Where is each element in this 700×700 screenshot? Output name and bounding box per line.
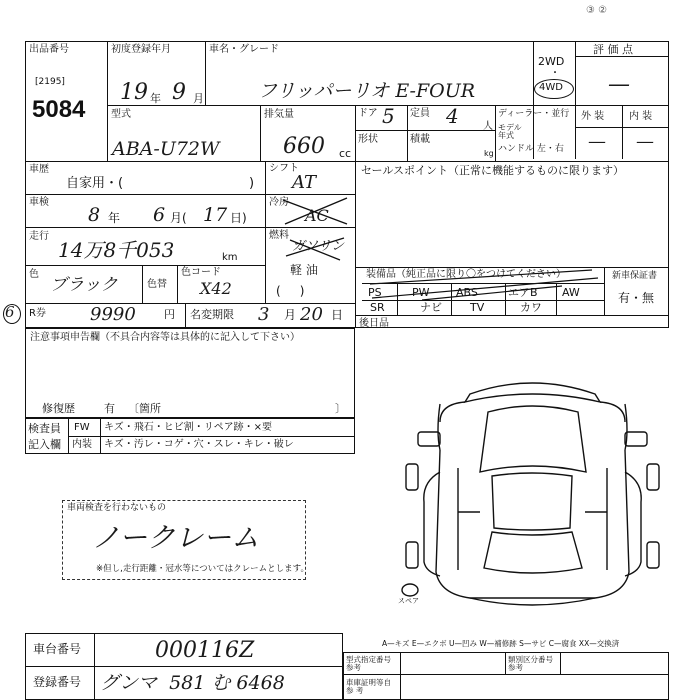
color-value: ブラック: [50, 275, 118, 295]
repair-paren: 〔箇所: [128, 402, 161, 415]
history-value: 自家用・(: [66, 176, 124, 191]
name-grade-label: 車名・グレード: [209, 44, 279, 55]
recycle-value: 9990: [90, 304, 136, 325]
equipment-item-3: エアB: [508, 286, 538, 299]
color-code-value: X42: [200, 279, 232, 298]
type-approval-label: 型式指定番号 参考: [346, 655, 391, 672]
displacement-unit: cc: [339, 147, 352, 160]
top-mark: ③ ②: [586, 5, 608, 16]
inspector-label-2: 記入欄: [28, 438, 61, 451]
new-car-warranty-value: 有・無: [618, 291, 655, 305]
delivery-label: 後日品: [359, 318, 389, 329]
drive-dot: ・: [550, 68, 560, 79]
door-value: 5: [382, 104, 395, 128]
transfer-day: 20: [300, 304, 323, 325]
spare-label: スペア: [398, 597, 419, 605]
inspection-day: 17: [203, 204, 228, 226]
inspector-label-1: 検査員: [28, 422, 61, 435]
model-year-label: モデル 年式: [498, 123, 522, 141]
transfer-month-unit: 月: [284, 308, 297, 322]
year-unit: 年: [150, 92, 161, 105]
inspection-month: 6: [153, 204, 166, 226]
fuel-label: 燃料: [269, 230, 289, 241]
inspection-label: 車検: [29, 197, 49, 208]
exterior-value: —: [588, 131, 606, 152]
fuel-paren: ( ): [276, 284, 305, 298]
first-reg-month: 9: [172, 80, 186, 105]
equipment-item-1: PW: [412, 286, 430, 299]
interior-note-text: キズ・汚レ・コゲ・穴・スレ・キレ・破レ: [104, 439, 294, 450]
lot-label: 出品番号: [29, 44, 69, 55]
recycle-circle-mark: 6: [5, 303, 15, 321]
first-reg-year: 19: [120, 80, 148, 105]
load-label: 積載: [410, 134, 430, 145]
fw-text: キズ・飛石・ヒビ割・リペア跡・×要: [104, 422, 272, 433]
car-damage-diagram: [400, 372, 665, 612]
no-claim-title: 車両検査を行わないもの: [67, 503, 167, 513]
inspection-month-unit: 月(: [170, 211, 187, 225]
equipment-item-2: ABS: [456, 286, 478, 299]
registration-value: グンマ 581 む 6468: [100, 672, 285, 694]
class-number-label: 類別区分番号 参考: [508, 655, 553, 672]
equipment-item-row2-0: SR: [370, 301, 385, 314]
dealer-label: ディーラー・並行: [498, 109, 570, 119]
equipment-item-row2-1: ナビ: [420, 301, 442, 314]
displacement-value: 660: [283, 134, 325, 159]
fuel-cross-mark: [280, 234, 350, 264]
transfer-label: 名変期限: [190, 308, 234, 321]
damage-legend: A—キズ E—エクボ U—凹み W—補修跡 S—サビ C—腐食 XX—交換済: [382, 639, 620, 648]
drive-4wd: 4WD: [539, 82, 563, 93]
fuel-diesel: 軽 油: [290, 263, 318, 277]
repair-label: 修復歴: [42, 402, 75, 415]
first-reg-label: 初度登録年月: [111, 44, 171, 55]
aircon-value: AC: [305, 206, 329, 225]
registration-label: 登録番号: [33, 675, 82, 689]
eval-value: —: [608, 72, 630, 97]
capacity-label: 定員: [410, 108, 430, 119]
shift-value: AT: [292, 172, 317, 193]
aircon-label: 冷房: [269, 197, 289, 208]
model-label: 型式: [111, 109, 131, 120]
drive-2wd: 2WD: [538, 55, 565, 68]
repair-value: 有: [104, 402, 115, 415]
history-label: 車歴: [29, 164, 49, 175]
person-unit: 人: [483, 121, 493, 132]
displacement-label: 排気量: [264, 109, 294, 120]
lot-number: 5084: [32, 96, 86, 123]
no-claim-value: ノークレーム: [92, 521, 260, 554]
lot-code: [2195]: [35, 77, 65, 87]
equipment-item-0: PS: [368, 286, 382, 299]
shift-label: シフト: [269, 163, 299, 174]
color-label: 色: [29, 269, 39, 280]
chassis-value: 000116Z: [155, 638, 255, 663]
mileage-label: 走行: [29, 231, 49, 242]
repair-close: 〕: [335, 402, 346, 415]
fuel-gasoline: ガソリン: [292, 239, 345, 254]
recycle-label: R券: [29, 308, 46, 319]
transfer-day-unit: 日: [331, 308, 344, 322]
fw-label: FW: [74, 422, 90, 433]
no-claim-note: ※但し,走行距離・冠水等についてはクレームとします。: [96, 564, 309, 574]
eval-label: 評 価 点: [593, 43, 633, 56]
color-code-label: 色コード: [181, 267, 221, 278]
selling-points-label: セールスポイント（正常に機能するものに限ります）: [361, 164, 625, 177]
new-car-warranty-label: 新車保証書: [612, 271, 658, 281]
exterior-label: 外 装: [581, 111, 605, 122]
equipment-item-row2-2: TV: [470, 301, 485, 314]
shape-label: 形状: [358, 134, 378, 145]
notes-label: 注意事項申告欄（不具合内容等は具体的に記入して下さい）: [30, 332, 300, 343]
handle-label: ハンドル 左・右: [498, 144, 564, 154]
inspection-year-unit: 年: [108, 211, 121, 225]
shade-label: 色替: [147, 279, 167, 290]
kg-unit: kg: [484, 149, 494, 158]
mileage-value: 14万8千053: [58, 238, 175, 262]
inspection-day-unit: 日): [230, 211, 247, 225]
month-unit: 月: [193, 92, 204, 105]
aircon-cross-mark: [265, 194, 355, 227]
capacity-value: 4: [446, 104, 459, 128]
interior-value: —: [636, 131, 654, 152]
equipment-item-row2-3: カワ: [520, 301, 542, 314]
interior-label: 内 装: [629, 111, 653, 122]
transfer-month: 3: [258, 304, 270, 325]
interior-note-label: 内装: [72, 439, 92, 450]
door-label: ドア: [358, 108, 378, 119]
inspection-year: 8: [88, 204, 101, 226]
garage-cert-label: 車庫証明等自 参 考: [346, 678, 391, 695]
equipment-label: 装備品（純正品に限り〇をつけてください）: [366, 269, 566, 280]
mileage-unit: km: [222, 252, 238, 263]
chassis-label: 車台番号: [33, 642, 82, 656]
recycle-unit: 円: [164, 308, 175, 321]
footer-codes-box: [343, 652, 669, 700]
history-close: ): [249, 176, 255, 191]
car-name: フリッパーリオ E-FOUR: [258, 80, 476, 102]
model-value: ABA-U72W: [112, 138, 220, 160]
equipment-item-4: AW: [562, 286, 580, 299]
